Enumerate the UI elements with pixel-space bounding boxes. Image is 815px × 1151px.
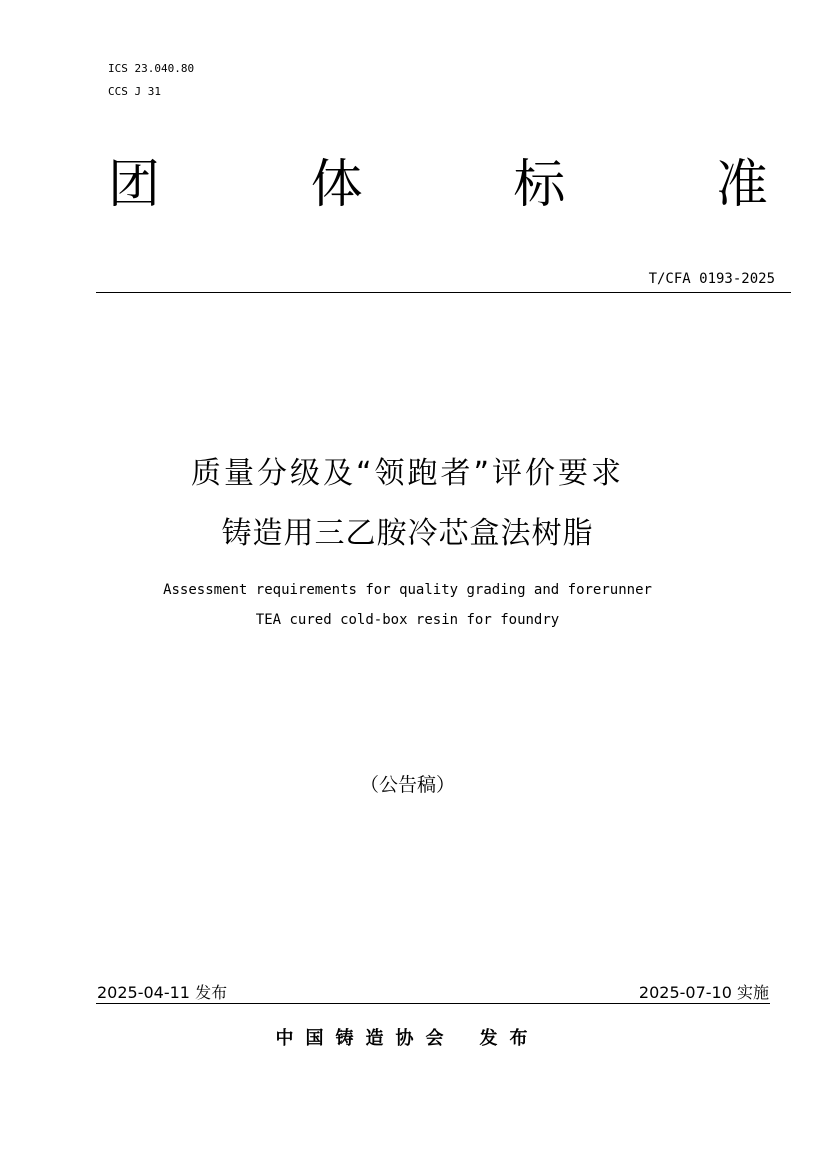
implementation-date: 2025-07-10 实施 bbox=[638, 983, 769, 1002]
category-char: 体 bbox=[310, 155, 363, 215]
title-chinese-line-2: 铸造用三乙胺冷芯盒法树脂 bbox=[221, 516, 594, 551]
issue-date: 2025-04-11 发布 bbox=[97, 983, 228, 1002]
footer-divider bbox=[96, 1003, 770, 1004]
title-english-line-1: Assessment requirements for quality grading and forerunner bbox=[163, 582, 652, 598]
issuer-verb: 发布 bbox=[479, 1028, 540, 1049]
standard-number: T/CFA 0193-2025 bbox=[648, 271, 775, 287]
title-english-line-2: TEA cured cold-box resin for foundry bbox=[255, 612, 560, 628]
ics-code: ICS 23.040.80 bbox=[108, 62, 195, 75]
ccs-code: CCS J 31 bbox=[108, 85, 161, 98]
category-char: 标 bbox=[513, 155, 566, 215]
title-chinese-line-1: 质量分级及“领跑者”评价要求 bbox=[190, 456, 625, 491]
category-char: 团 bbox=[108, 155, 161, 215]
document-category bbox=[108, 150, 768, 220]
header-divider bbox=[96, 292, 791, 293]
draft-status: （公告稿） bbox=[359, 774, 455, 796]
category-char: 准 bbox=[715, 155, 768, 215]
issuer-name: 中国铸造协会 bbox=[275, 1028, 456, 1049]
issuer-line bbox=[0, 1024, 815, 1050]
